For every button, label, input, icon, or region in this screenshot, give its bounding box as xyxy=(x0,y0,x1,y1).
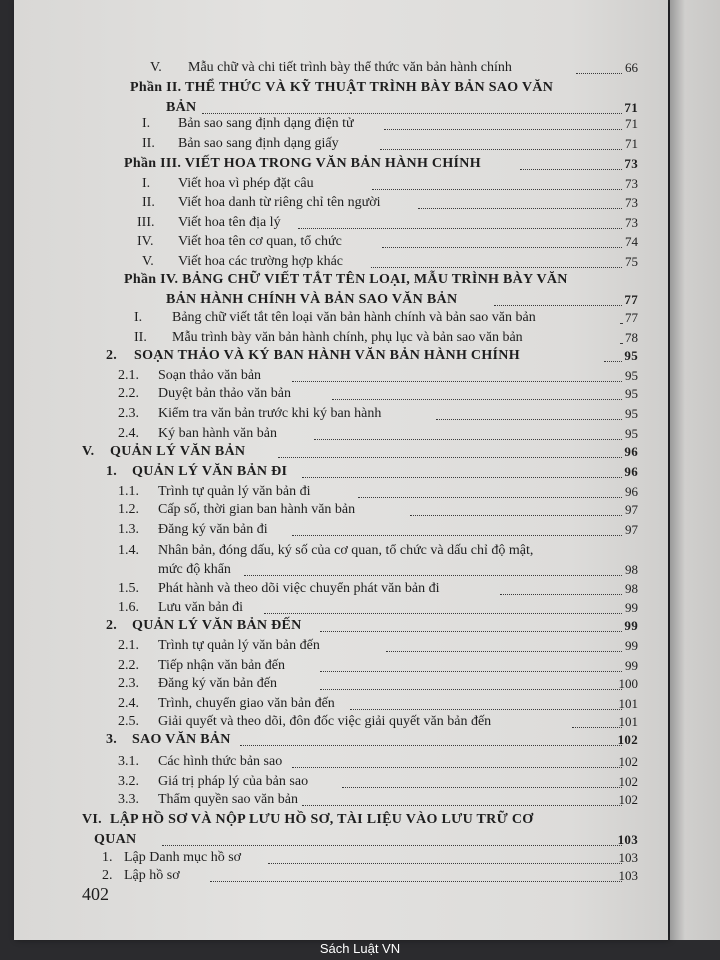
toc-entry-title: Trình tự quản lý văn bản đến xyxy=(158,638,320,653)
toc-dot-leader xyxy=(292,535,622,536)
toc-entry-page: 95 xyxy=(625,386,638,401)
toc-entry xyxy=(14,270,668,290)
toc-dot-leader xyxy=(314,439,622,440)
toc-entry xyxy=(14,560,668,580)
toc-entry xyxy=(14,541,668,561)
toc-entry xyxy=(14,114,668,134)
toc-entry-page: 74 xyxy=(625,234,638,249)
next-page-edge xyxy=(670,0,720,940)
toc-entry xyxy=(14,424,668,444)
toc-entry-title: Mẫu chữ và chi tiết trình bày thể thức văn bản hành chính xyxy=(188,60,512,75)
toc-dot-leader xyxy=(494,305,622,306)
toc-entry-page: 95 xyxy=(625,426,638,441)
toc-entry-page: 98 xyxy=(625,581,638,596)
toc-entry-title: Mẫu trình bày văn bản hành chính, phụ lục và bản sao văn bản xyxy=(172,330,523,345)
toc-dot-leader xyxy=(371,267,622,268)
toc-dot-leader xyxy=(268,863,622,864)
toc-dot-leader xyxy=(380,149,622,150)
toc-entry xyxy=(14,772,668,792)
toc-entry xyxy=(14,462,668,482)
toc-entry-number: 1.4. xyxy=(118,543,139,558)
toc-entry-page: 96 xyxy=(624,464,638,479)
toc-entry-title: LẬP HỒ SƠ VÀ NỘP LƯU HỒ SƠ, TÀI LIỆU VÀO LƯU TRỮ CƠ xyxy=(110,812,534,827)
toc-dot-leader xyxy=(384,129,622,130)
toc-dot-leader xyxy=(298,228,622,229)
toc-entry-page: 71 xyxy=(625,136,638,151)
toc-entry xyxy=(14,154,668,174)
toc-entry-page: 66 xyxy=(625,60,638,75)
toc-entry-title: Kiểm tra văn bản trước khi ký ban hành xyxy=(158,406,382,421)
toc-dot-leader xyxy=(620,323,622,324)
toc-dot-leader xyxy=(292,381,622,382)
toc-dot-leader xyxy=(240,745,622,746)
toc-entry-title: Soạn thảo văn bản xyxy=(158,368,262,383)
toc-dot-leader xyxy=(292,767,622,768)
toc-entry-title: Lập Danh mục hồ sơ xyxy=(124,850,242,865)
toc-entry-title: Viết hoa danh từ riêng chỉ tên người xyxy=(178,195,381,210)
toc-dot-leader xyxy=(436,419,622,420)
toc-entry-page: 103 xyxy=(618,850,638,865)
toc-entry xyxy=(14,500,668,520)
toc-entry-title: Nhân bản, đóng dấu, ký số của cơ quan, tổ chức và dấu chỉ độ mật, xyxy=(158,543,534,558)
toc-entry-page: 73 xyxy=(625,215,638,230)
toc-entry-title: SOẠN THẢO VÀ KÝ BAN HÀNH VĂN BẢN HÀNH CHÍNH xyxy=(134,348,520,363)
toc-dot-leader xyxy=(382,247,622,248)
toc-entry-page: 71 xyxy=(625,116,638,131)
toc-entry-page: 99 xyxy=(625,600,638,615)
toc-entry-title: BẢN xyxy=(166,100,197,115)
toc-dot-leader xyxy=(302,477,622,478)
toc-dot-leader xyxy=(520,169,622,170)
toc-entry-title: Phần II. THỂ THỨC VÀ KỸ THUẬT TRÌNH BÀY BẢN SAO VĂN xyxy=(130,80,554,95)
toc-entry-page: 78 xyxy=(625,330,638,345)
toc-entry-page: 97 xyxy=(625,502,638,517)
toc-entry-page: 96 xyxy=(625,484,638,499)
toc-entry-page: 71 xyxy=(624,100,638,115)
toc-entry xyxy=(14,790,668,810)
toc-entry xyxy=(14,830,668,850)
toc-entry-number: II. xyxy=(142,195,155,210)
toc-dot-leader xyxy=(302,805,622,806)
toc-dot-leader xyxy=(620,343,622,344)
toc-entry-title: Thẩm quyền sao văn bản xyxy=(158,792,298,807)
toc-dot-leader xyxy=(410,515,622,516)
toc-entry-title: Đăng ký văn bản đi xyxy=(158,522,268,537)
toc-entry xyxy=(14,404,668,424)
toc-entry-title: QUẢN LÝ VĂN BẢN ĐI xyxy=(132,464,288,479)
toc-entry-page: 98 xyxy=(625,562,638,577)
toc-entry-title: Bảng chữ viết tắt tên loại văn bản hành chính và bản sao văn bản xyxy=(172,310,536,325)
toc-dot-leader xyxy=(350,709,622,710)
toc-entry-title: SAO VĂN BẢN xyxy=(132,732,231,747)
toc-entry-number: 2. xyxy=(106,348,118,363)
toc-dot-leader xyxy=(332,399,622,400)
toc-entry-page: 73 xyxy=(624,156,638,171)
toc-entry-number: 1.5. xyxy=(118,581,139,596)
toc-entry-title: mức độ khẩn xyxy=(158,562,231,577)
toc-entry-page: 100 xyxy=(618,676,638,691)
toc-dot-leader xyxy=(372,189,622,190)
toc-entry xyxy=(14,674,668,694)
toc-dot-leader xyxy=(210,881,622,882)
toc-entry-title: Bản sao sang định dạng điện tử xyxy=(178,116,354,131)
toc-entry xyxy=(14,810,668,830)
toc-dot-leader xyxy=(244,575,622,576)
toc-entry-page: 95 xyxy=(624,348,638,363)
toc-entry-title: Duyệt bản thảo văn bản xyxy=(158,386,291,401)
toc-entry xyxy=(14,442,668,462)
toc-entry-page: 102 xyxy=(618,792,638,807)
toc-entry-number: 1. xyxy=(106,464,118,479)
toc-entry-number: II. xyxy=(134,330,147,345)
toc-entry-title: QUẢN LÝ VĂN BẢN ĐẾN xyxy=(132,618,302,633)
book-page xyxy=(14,0,668,940)
toc-dot-leader xyxy=(162,845,622,846)
toc-entry-number: 2.5. xyxy=(118,714,139,729)
toc-dot-leader xyxy=(418,208,622,209)
toc-entry-number: 2. xyxy=(106,618,118,633)
toc-entry-number: 3. xyxy=(106,732,118,747)
toc-entry-title: Giá trị pháp lý của bản sao xyxy=(158,774,309,789)
toc-entry xyxy=(14,308,668,328)
toc-entry-page: 102 xyxy=(618,754,638,769)
toc-entry xyxy=(14,636,668,656)
toc-entry-page: 95 xyxy=(625,406,638,421)
toc-entry-number: 2.1. xyxy=(118,638,139,653)
toc-entry-number: 2.4. xyxy=(118,696,139,711)
toc-entry-title: Viết hoa tên cơ quan, tổ chức xyxy=(178,234,342,249)
toc-entry-page: 77 xyxy=(624,292,638,307)
toc-entry-page: 103 xyxy=(618,868,638,883)
toc-entry xyxy=(14,656,668,676)
toc-entry-page: 99 xyxy=(625,638,638,653)
toc-entry xyxy=(14,366,668,386)
toc-entry-title: Tiếp nhận văn bản đến xyxy=(158,658,286,673)
toc-entry-number: 2.2. xyxy=(118,658,139,673)
toc-entry-page: 101 xyxy=(618,696,638,711)
toc-entry-number: IV. xyxy=(137,234,154,249)
toc-dot-leader xyxy=(320,689,622,690)
toc-entry-title: Bản sao sang định dạng giấy xyxy=(178,136,339,151)
toc-entry-page: 99 xyxy=(624,618,638,633)
toc-entry-title: Viết hoa vì phép đặt câu xyxy=(178,176,314,191)
toc-entry-title: BẢN HÀNH CHÍNH VÀ BẢN SAO VĂN BẢN xyxy=(166,292,458,307)
toc-entry-page: 73 xyxy=(625,195,638,210)
toc-entry xyxy=(14,290,668,310)
toc-entry xyxy=(14,482,668,502)
toc-entry xyxy=(14,134,668,154)
toc-dot-leader xyxy=(320,631,622,632)
toc-entry xyxy=(14,213,668,233)
toc-entry-page: 96 xyxy=(624,444,638,459)
toc-dot-leader xyxy=(604,361,622,362)
toc-entry-number: 1.2. xyxy=(118,502,139,517)
toc-dot-leader xyxy=(500,594,622,595)
toc-entry-number: 2.4. xyxy=(118,426,139,441)
toc-entry-title: QUẢN LÝ VĂN BẢN xyxy=(110,444,246,459)
toc-entry-number: 3.3. xyxy=(118,792,139,807)
toc-entry xyxy=(14,579,668,599)
toc-entry-number: II. xyxy=(142,136,155,151)
toc-entry xyxy=(14,58,668,78)
toc-entry-title: Cấp số, thời gian ban hành văn bản xyxy=(158,502,356,517)
toc-entry-title: Đăng ký văn bản đến xyxy=(158,676,277,691)
toc-entry-page: 102 xyxy=(617,732,638,747)
toc-entry-page: 103 xyxy=(617,832,638,847)
toc-entry xyxy=(14,752,668,772)
toc-entry-number: I. xyxy=(142,116,151,131)
toc-entry xyxy=(14,174,668,194)
table-of-contents xyxy=(14,0,668,900)
toc-entry-number: 2.2. xyxy=(118,386,139,401)
page-number: 402 xyxy=(82,884,109,904)
toc-entry xyxy=(14,328,668,348)
toc-entry-title: Lập hồ sơ xyxy=(124,868,180,883)
toc-dot-leader xyxy=(572,727,622,728)
toc-entry-number: VI. xyxy=(82,812,102,827)
toc-entry xyxy=(14,712,668,732)
toc-entry-title: Trình tự quản lý văn bản đi xyxy=(158,484,311,499)
toc-entry-title: Viết hoa các trường hợp khác xyxy=(178,254,343,269)
toc-entry-number: I. xyxy=(134,310,143,325)
toc-entry-title: Các hình thức bản sao xyxy=(158,754,283,769)
toc-entry-page: 75 xyxy=(625,254,638,269)
toc-entry xyxy=(14,598,668,618)
toc-entry-number: 3.1. xyxy=(118,754,139,769)
toc-entry-number: 2.3. xyxy=(118,676,139,691)
toc-dot-leader xyxy=(358,497,622,498)
toc-entry-number: III. xyxy=(137,215,155,230)
toc-entry-page: 101 xyxy=(618,714,638,729)
toc-entry-page: 73 xyxy=(625,176,638,191)
toc-entry xyxy=(14,520,668,540)
toc-entry xyxy=(14,346,668,366)
toc-entry-number: V. xyxy=(142,254,154,269)
toc-entry-number: 1. xyxy=(102,850,113,865)
toc-entry xyxy=(14,193,668,213)
toc-entry-title: Phần III. VIẾT HOA TRONG VĂN BẢN HÀNH CHÍNH xyxy=(124,156,481,171)
toc-entry-title: Lưu văn bản đi xyxy=(158,600,243,615)
toc-entry-title: Phần IV. BẢNG CHỮ VIẾT TẮT TÊN LOẠI, MẪU TRÌNH BÀY VĂN xyxy=(124,272,568,287)
toc-dot-leader xyxy=(264,613,622,614)
toc-entry-number: I. xyxy=(142,176,151,191)
toc-entry xyxy=(14,730,668,750)
toc-dot-leader xyxy=(342,787,622,788)
toc-dot-leader xyxy=(320,671,622,672)
toc-entry-page: 102 xyxy=(618,774,638,789)
toc-entry-page: 77 xyxy=(625,310,638,325)
toc-entry-title: QUAN xyxy=(94,832,137,847)
toc-dot-leader xyxy=(278,457,622,458)
toc-entry-number: 2.1. xyxy=(118,368,139,383)
toc-entry xyxy=(14,384,668,404)
toc-entry-title: Viết hoa tên địa lý xyxy=(178,215,281,230)
toc-entry-number: 1.6. xyxy=(118,600,139,615)
toc-entry-page: 97 xyxy=(625,522,638,537)
toc-entry-number: 1.1. xyxy=(118,484,139,499)
toc-entry-number: 2. xyxy=(102,868,113,883)
toc-entry-number: V. xyxy=(150,60,162,75)
toc-entry xyxy=(14,866,668,886)
toc-entry-title: Ký ban hành văn bản xyxy=(158,426,277,441)
toc-entry-title: Giải quyết và theo dõi, đôn đốc việc giải quyết văn bản đến xyxy=(158,714,492,729)
toc-entry xyxy=(14,78,668,98)
watermark-credit: Sách Luật VN xyxy=(319,941,401,956)
toc-entry-number: V. xyxy=(82,444,95,459)
toc-entry-page: 95 xyxy=(625,368,638,383)
toc-entry xyxy=(14,848,668,868)
toc-entry-page: 99 xyxy=(625,658,638,673)
toc-dot-leader xyxy=(576,73,622,74)
toc-entry xyxy=(14,252,668,272)
toc-entry-title: Trình, chuyển giao văn bản đến xyxy=(158,696,335,711)
toc-entry xyxy=(14,694,668,714)
toc-entry-number: 3.2. xyxy=(118,774,139,789)
toc-entry-number: 2.3. xyxy=(118,406,139,421)
toc-dot-leader xyxy=(386,651,622,652)
toc-entry xyxy=(14,232,668,252)
toc-entry-title: Phát hành và theo dõi việc chuyển phát văn bản đi xyxy=(158,581,440,596)
toc-entry-number: 1.3. xyxy=(118,522,139,537)
toc-entry xyxy=(14,616,668,636)
